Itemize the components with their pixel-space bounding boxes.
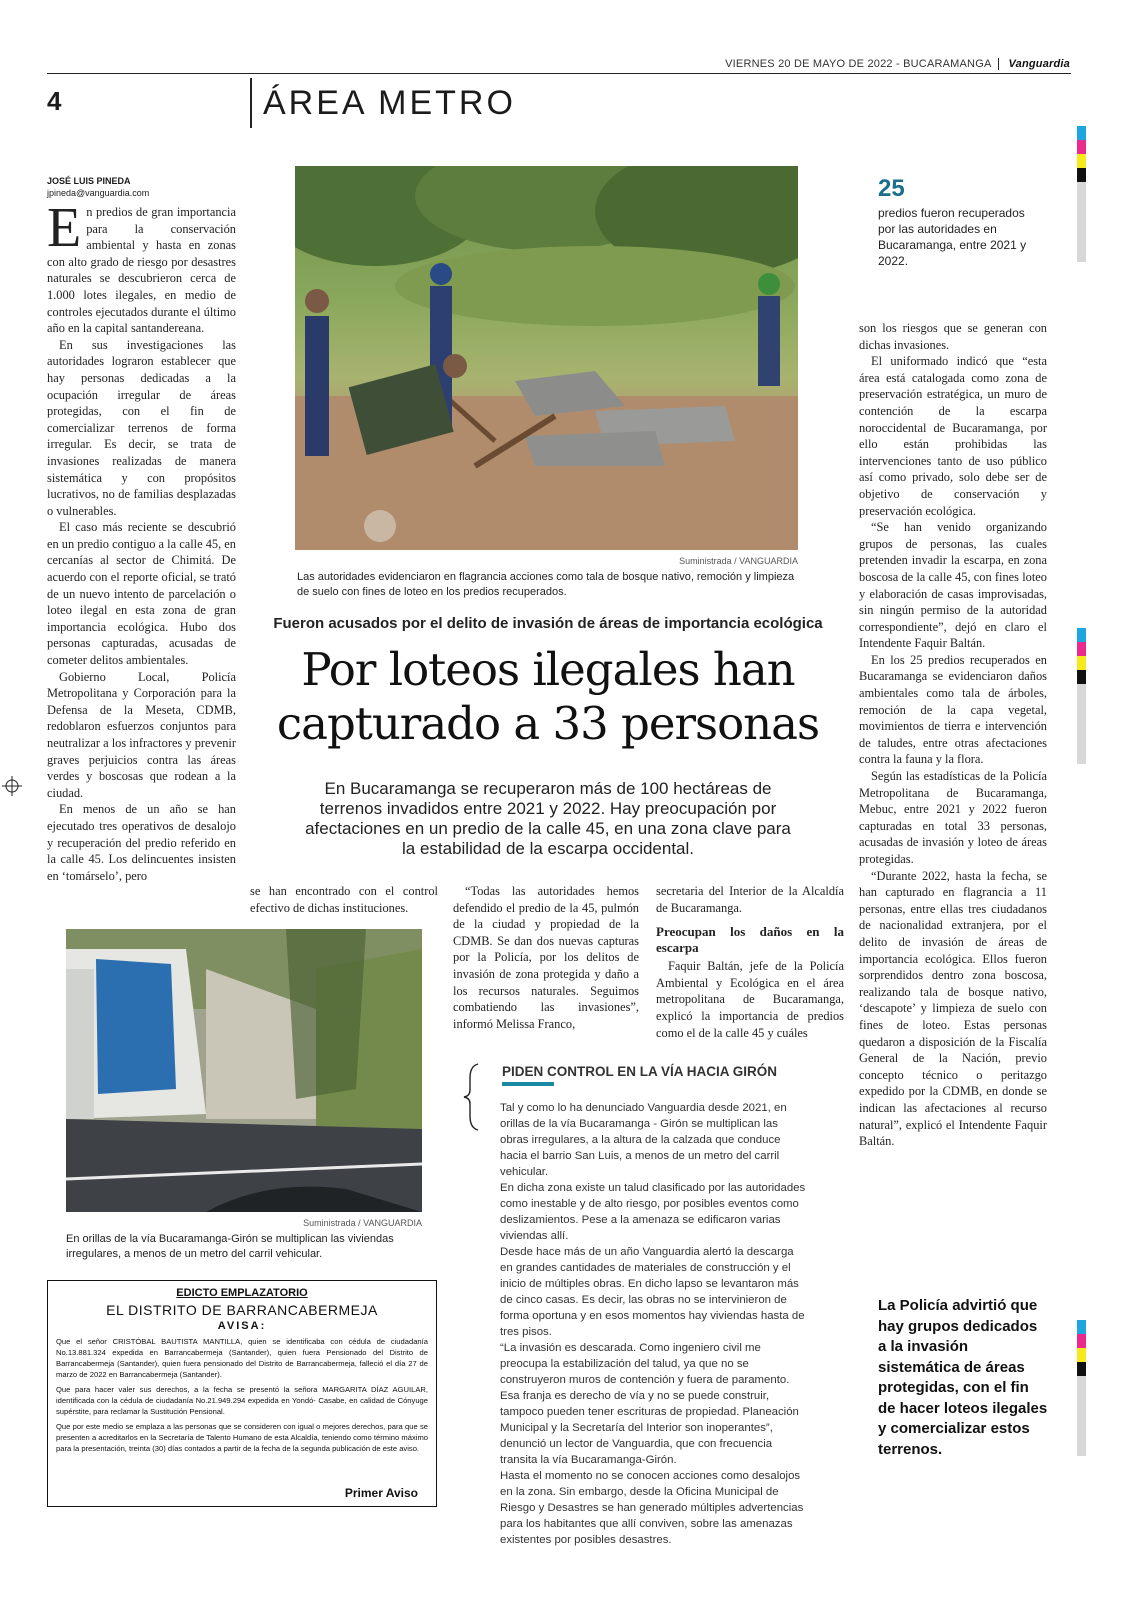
author-email: jpineda@vanguardia.com bbox=[47, 188, 150, 198]
color-bar-middle bbox=[1077, 628, 1086, 764]
main-photo-caption: Las autoridades evidenciaron en flagrancia acciones como tala de bosque nativo, remoción y limpieza de suelo con fines de loteo en los predios recuperados. bbox=[297, 571, 795, 598]
headline bbox=[262, 643, 834, 751]
deck: En Bucaramanga se recuperaron más de 100 hectáreas de terrenos invadidos entre 2021 y 2022. Hay preocupación por afectaciones en un predio de la calle 45, en una zona clave para la estabilidad de la escarpa occidental. bbox=[305, 779, 791, 858]
byline bbox=[47, 175, 149, 199]
page-number: 4 bbox=[47, 86, 62, 116]
headline-line-1: Por loteos ilegales han bbox=[301, 643, 795, 696]
sidebar-box-accent bbox=[502, 1082, 554, 1086]
paragraph: se han encontrado con el control efectivo de dichas instituciones. bbox=[250, 884, 438, 915]
legal-notice-avisa: AVISA: bbox=[217, 1320, 267, 1332]
legal-notice-paragraph: Que por este medio se emplaza a las personas que se consideren con igual o mejores derechos, para que se presenten a acreditarlos en la Secretaría de Talento Humano de esta Alcaldía, teniendo como término máximo para la presentación, treinta (30) días contados a partir de la fecha de la segunda publicación de este aviso. bbox=[56, 1422, 428, 1453]
subhead: Preocupan los daños en la escarpa bbox=[656, 924, 844, 956]
legal-notice-signature: Primer Aviso bbox=[344, 1486, 418, 1500]
legal-notice-paragraph: Que el señor CRISTÓBAL BAUTISTA MANTILLA, quien se identificaba con cédula de ciudadanía No.13.881.324 expedida en Barrancabermeja (Santander), quien fuera Pensionado del Distrito de Barrancabermeja (Santander), quien fuera pensionado del Distrito de Barrancabermeja, falleció el día 27 de marzo de 2022 en Barrancabermeja (Santander). bbox=[56, 1337, 428, 1379]
sidebar-box-title: PIDEN CONTROL EN LA VÍA HACIA GIRÓN bbox=[502, 1064, 778, 1079]
brand-logo: Vanguardia bbox=[1008, 58, 1070, 70]
color-bar-bottom bbox=[1077, 1320, 1086, 1456]
main-photo bbox=[295, 166, 798, 550]
paragraph: “Todas las autoridades hemos defendido el predio de la 45, pulmón de la ciudad y propiedad de la CDMB. Se dan dos nuevas capturas por la Policía, por los delitos de invasión de zona protegida y daño a los recursos naturales. Seguimos combatiendo las invasiones”, informó Melissa Franco, bbox=[453, 884, 639, 1031]
legal-notice-entity: EL DISTRITO DE BARRANCABERMEJA bbox=[106, 1302, 378, 1318]
paragraph: son los riesgos que se generan con dichas invasiones. bbox=[859, 321, 1047, 352]
sidebar-paragraph: Hasta el momento no se conocen acciones como desalojos en la zona. Sin embargo, desde la Oficina Municipal de Riesgo y Desastres se han generado múltiples advertencias para los habitantes que allí conviven, sobre las amenazas existentes por posibles desastres. bbox=[500, 1470, 804, 1546]
paragraph: “Durante 2022, hasta la fecha, se han capturado en flagrancia a 11 personas, entre ellas tres ciudadanos de nacionalidad extranjera, por el delito de invasión de áreas de importancia ecológica. Ellos fueron sorprendidos dentro zona boscosa, realizando tala de bosque nativo, ‘descapote’ y limpieza de suelo con fines de loteo. Estas personas quedaron a disposición de la Fiscalía General de la Nación, previo concepto técnico o peritazgo expedido por la CDMB, en donde se indican las afectaciones al recurso natural”, explicó el Intendente Faquir Baltán. bbox=[859, 868, 1047, 1149]
drop-cap: E bbox=[47, 197, 82, 259]
brace-ornament bbox=[462, 1062, 486, 1132]
sidebar-paragraph: “La invasión es descarada. Como ingeniero civil me preocupa la estabilización del talud, ya que no se construyeron muros de contención y fuera de paramento. Esa franja es derecho de vía y no se puede construir, tampoco pueden tener escrituras de propiedad. Planeación Municipal y la Secretaría del Interior son inoperantes”, denunció un lector de Vanguardia, que con frecuencia transita la vía Bucaramanga-Girón. bbox=[500, 1342, 799, 1466]
paragraph: En menos de un año se han ejecutado tres operativos de desalojo y recuperación del predio referido en la calle 45. Los delincuentes insisten en ‘tomárselo’, pero bbox=[47, 802, 236, 883]
section-divider bbox=[250, 78, 252, 128]
second-photo-caption: En orillas de la vía Bucaramanga-Girón se multiplican las viviendas irregulares, a menos de un metro del carril vehicular. bbox=[66, 1233, 394, 1260]
paragraph: “Se han venido organizando grupos de personas, las cuales pretenden invadir la escarpa, en zona boscosa de la calle 45, con fines loteo y elaboración de casas improvisadas, sin ningún permiso de la autoridad correspondiente”, dejó en claro el Intendente Faquir Baltán. bbox=[859, 520, 1047, 651]
second-photo bbox=[66, 929, 422, 1212]
dateline-bar bbox=[640, 58, 1070, 70]
kicker: Fueron acusados por el delito de invasión de áreas de importancia ecológica bbox=[273, 615, 823, 632]
article-column-2 bbox=[250, 883, 438, 916]
pull-quote: La Policía advirtió que hay grupos dedicados a la invasión sistemática de áreas protegidas, con el fin de hacer loteos ilegales y comercializar estos terrenos. bbox=[878, 1297, 1048, 1458]
legal-notice-paragraph: Que para hacer valer sus derechos, a la fecha se presentó la señora MARGARITA DÍAZ AGUILAR, identificada con la cédula de ciudadanía No.21.949.294 expedida en Yondó- Casabe, en calidad de Cónyuge supérstite, para reclamar la Sustitución Pensional. bbox=[56, 1385, 428, 1416]
author-name: JOSÉ LUIS PINEDA bbox=[47, 176, 131, 186]
headline-line-2: capturado a 33 personas bbox=[276, 697, 820, 750]
second-photo-credit: Suministrada / VANGUARDIA bbox=[303, 1218, 422, 1228]
dateline-separator bbox=[998, 58, 999, 70]
stat-number: 25 bbox=[878, 175, 905, 202]
sidebar-paragraph: En dicha zona existe un talud clasificado por las autoridades como inestable y de alto riesgo, por posibles eventos como deslizamientos. Pese a la amenaza se edificaron varias viviendas allí. bbox=[500, 1182, 806, 1242]
paragraph: El caso más reciente se descubrió en un predio contiguo a la calle 45, en cercanías al sector de Chimitá. De acuerdo con el reporte oficial, se trató de un nuevo intento de parcelación o loteo ilegal en esta zona de gran importancia ecológica. Hubo dos personas capturadas, acusadas de cometer delitos ambientales. bbox=[47, 520, 236, 668]
section-title: ÁREA METRO bbox=[263, 84, 516, 122]
paragraph: Según las estadísticas de la Policía Metropolitana de Bucaramanga, Mebuc, entre 2021 y 2022 fueron capturadas en total 33 personas, acusadas de invasión y loteo de áreas protegidas. bbox=[859, 769, 1047, 866]
legal-notice-heading: EDICTO EMPLAZATORIO bbox=[176, 1287, 308, 1299]
paragraph: El uniformado indicó que “esta área está catalogada como zona de preservación estratégica, un muro de contención de la escarpa noroccidental de Bucaramanga, por ello están prohibidas las intervenciones tanto de uso público así como privado, solo debe ser de objetivo de conservación y preservación ecológica. bbox=[859, 354, 1047, 518]
article-column-1 bbox=[47, 197, 236, 884]
sidebar-paragraph: Tal y como lo ha denunciado Vanguardia desde 2021, en orillas de la vía Bucaramanga - Girón se multiplican las obras irregulares, a la altura de la calzada que conduce hacia el barrio San Luis, a menos de un metro del carril vehicular. bbox=[500, 1102, 787, 1178]
header-rule bbox=[47, 73, 1071, 74]
stat-text: predios fueron recuperados por las autoridades en Bucaramanga, entre 2021 y 2022. bbox=[878, 206, 1027, 268]
paragraph: secretaria del Interior de la Alcaldía de Bucaramanga. bbox=[656, 884, 844, 915]
registration-mark-icon bbox=[2, 776, 22, 796]
article-column-5 bbox=[859, 320, 1047, 1150]
main-photo-credit: Suministrada / VANGUARDIA bbox=[679, 556, 798, 566]
lead-text: n predios de gran importancia para la conservación ambiental y hasta en zonas con alto grado de riesgo por desastres naturales se descubrieron cerca de 1.000 lotes ilegales, en medio de controles ejecutados durante el último año en la capital santandereana. bbox=[47, 205, 236, 336]
article-column-4 bbox=[656, 883, 844, 1041]
article-column-3 bbox=[453, 883, 639, 1032]
lead-paragraph bbox=[47, 197, 236, 337]
dateline: VIERNES 20 DE MAYO DE 2022 - BUCARAMANGA bbox=[725, 58, 992, 70]
color-bar-top bbox=[1077, 126, 1086, 262]
sidebar-paragraph: Desde hace más de un año Vanguardia alertó la descarga en grandes cantidades de materiales de construcción y el inicio de múltiples obras. En dicho lapso se levantaron más de cinco casas. Es decir, las obras no se intervinieron de forma oportuna y en esos momentos hay viviendas hasta de tres pisos. bbox=[500, 1246, 805, 1338]
paragraph: Gobierno Local, Policía Metropolitana y Corporación para la Defensa de la Meseta, CDMB, redoblaron esfuerzos conjuntos para neutralizar a los infractores y prevenir graves perjuicios contra las áreas verdes y boscosas que rodean a la ciudad. bbox=[47, 669, 236, 800]
paragraph: En los 25 predios recuperados en Bucaramanga se evidenciaron daños ambientales como tala de árboles, remoción de la capa vegetal, movimientos de tierra e intervención de taludes, entre otras afectaciones contra la fauna y la flora. bbox=[859, 652, 1047, 767]
paragraph: Faquir Baltán, jefe de la Policía Ambiental y Ecológica en el área metropolitana de Bucaramanga, explicó la importancia de predios como el de la calle 45 y cuáles bbox=[656, 959, 844, 1040]
paragraph: En sus investigaciones las autoridades lograron establecer que hay personas dedicadas a la ocupación irregular de áreas protegidas, con el fin de comercializar terrenos de forma irregular. Es decir, se trata de invasiones realizadas de manera sistemática y con propósitos lucrativos, no de familias desplazadas o vulnerables. bbox=[47, 337, 236, 518]
legal-notice bbox=[47, 1280, 437, 1507]
sidebar-box-body bbox=[500, 1100, 808, 1548]
